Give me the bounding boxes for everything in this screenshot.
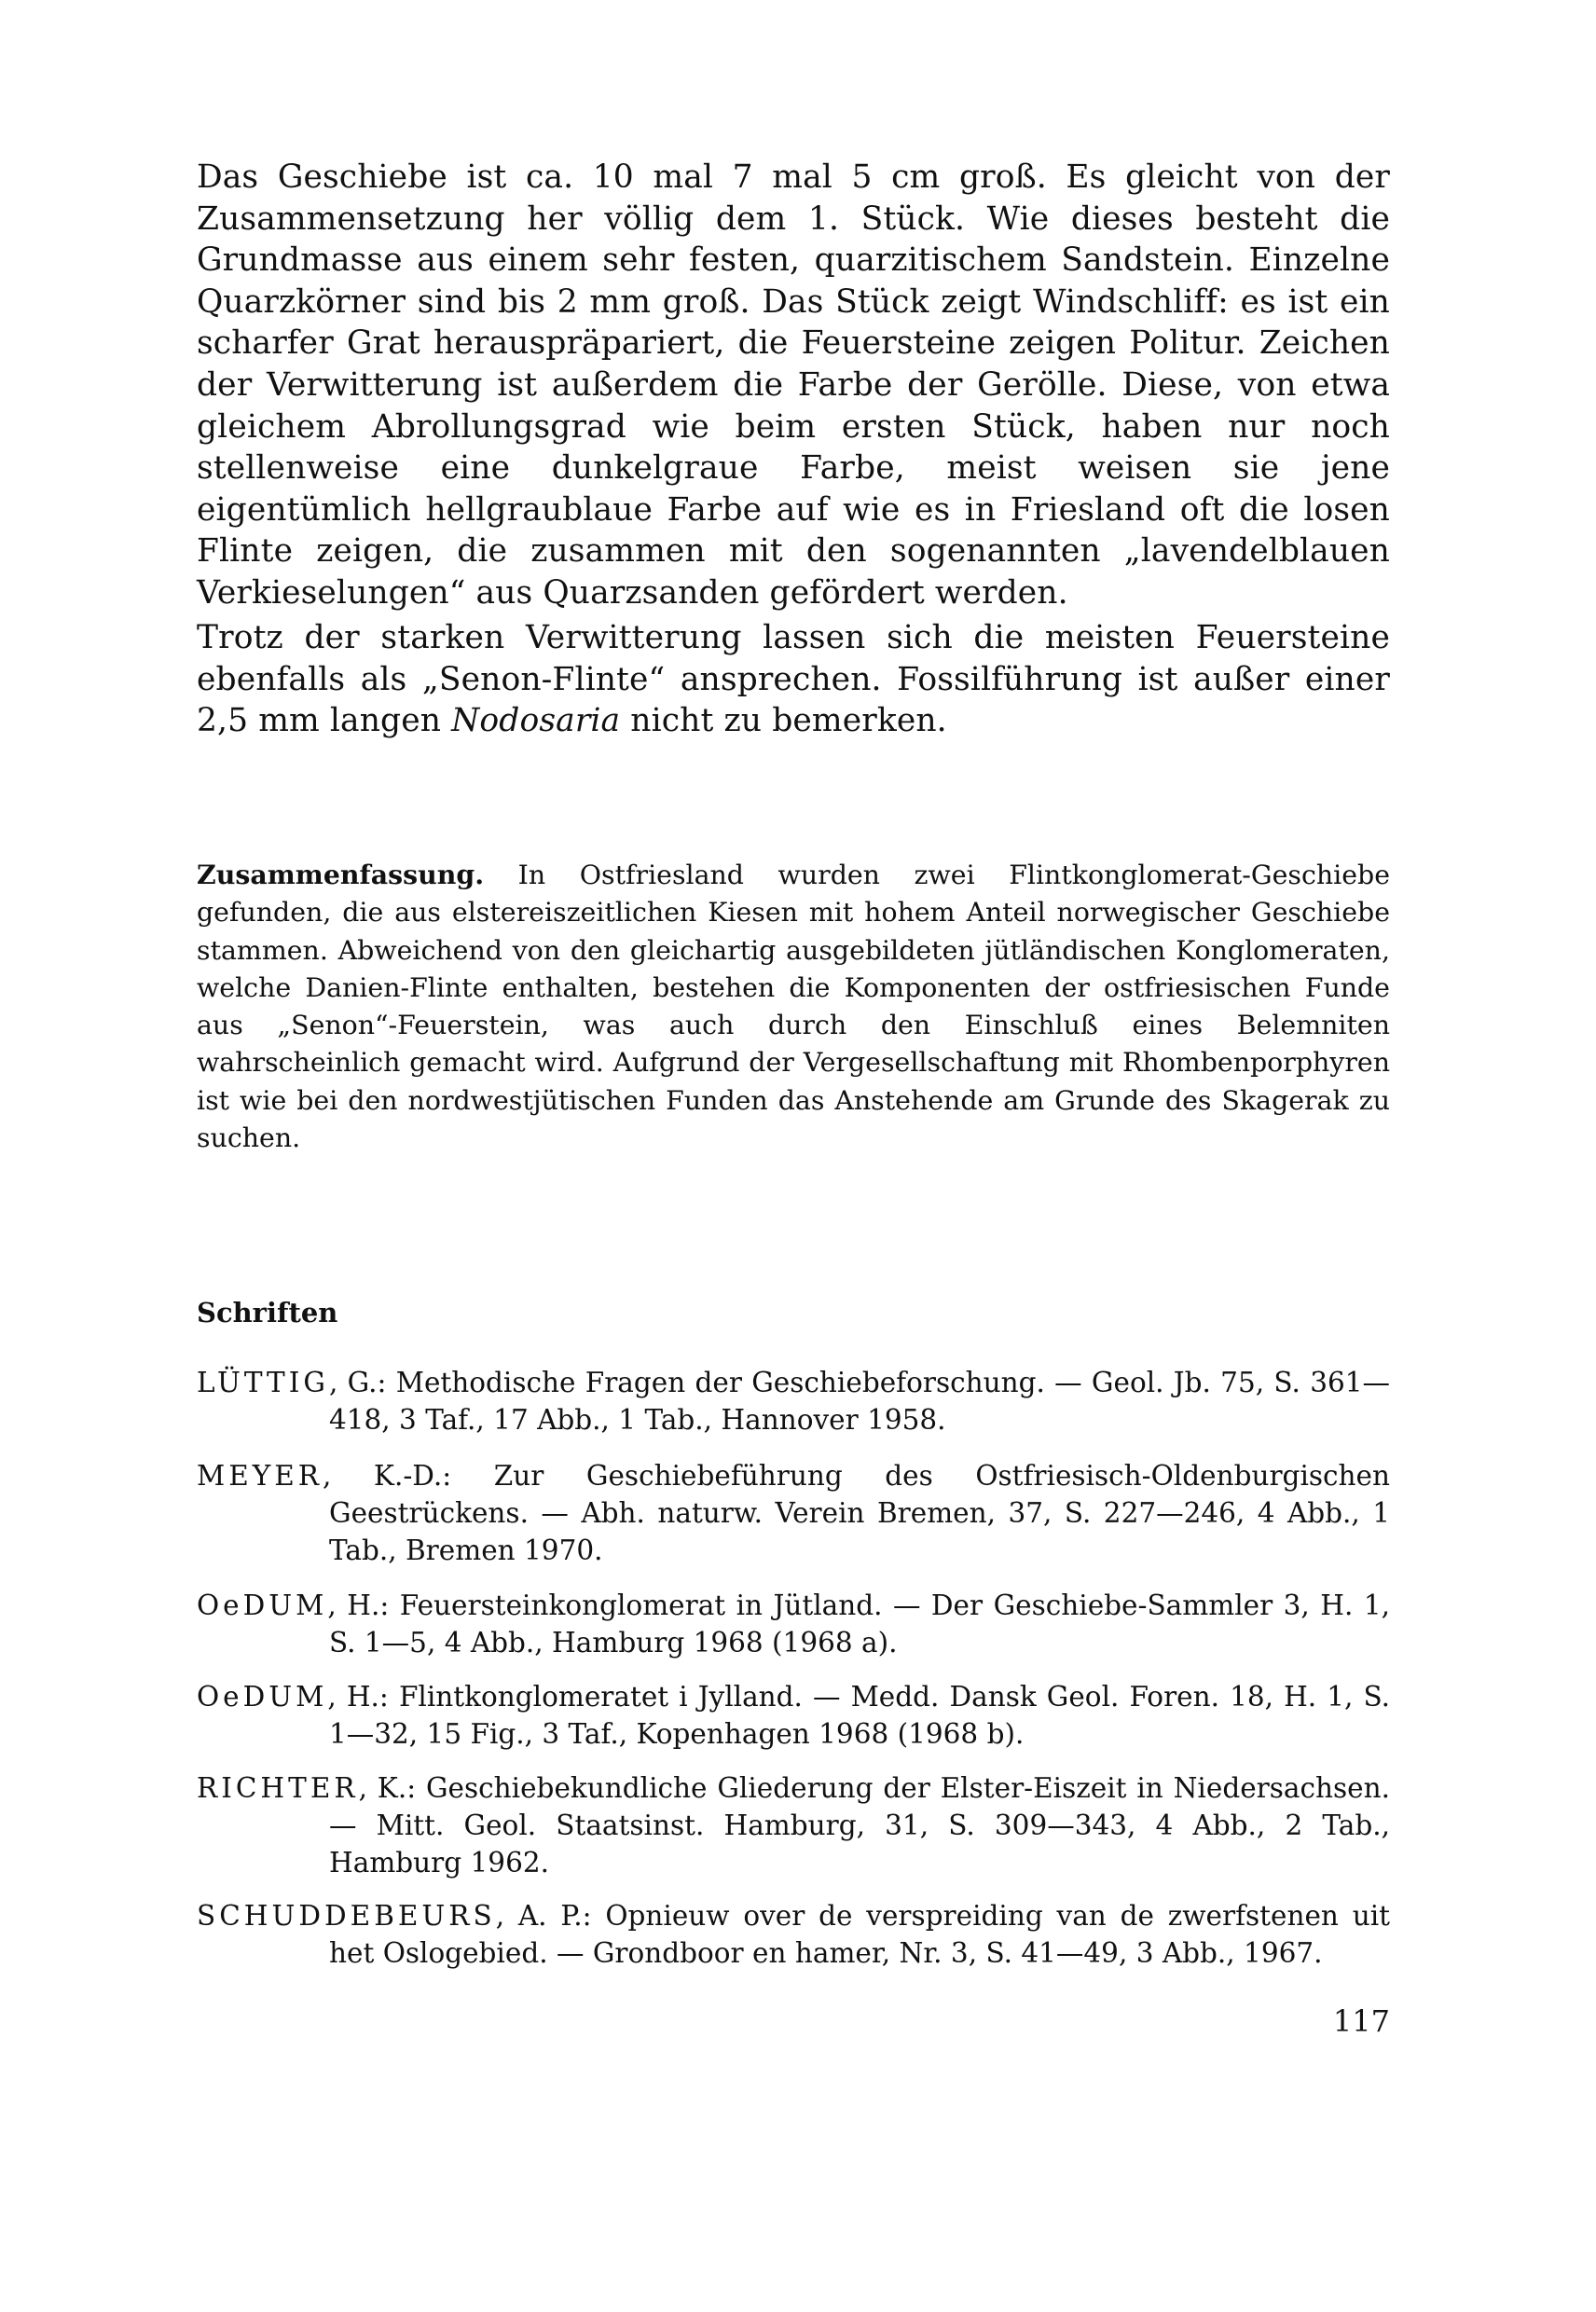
body-paragraph-1 <box>197 157 1390 614</box>
reference-text: , K.: Geschiebekundliche Gliederung der Elster-Eiszeit in Niedersachsen. — Mitt. Geol. Staatsinst. Hamburg, 31, S. 309—343, 4 Abb., 2 Tab., Hamburg 1962. <box>329 1772 1390 1878</box>
reference-entry <box>197 1897 1390 1972</box>
reference-entry <box>197 1587 1390 1661</box>
reference-entry <box>197 1678 1390 1753</box>
reference-author: RICHTER <box>197 1772 359 1804</box>
reference-author: OeDUM <box>197 1681 328 1713</box>
reference-entry <box>197 1457 1390 1569</box>
para1-text: Das Geschiebe ist ca. 10 mal 7 mal 5 cm groß. Es gleicht von der Zusammensetzung her völlig dem 1. Stück. Wie dieses besteht die Grundmasse aus einem sehr festen, quarzitischem Sandstein. Einzelne Quarzkörner sind bis 2 mm groß. Das Stück zeigt Windschliff: es ist ein scharfer Grat herauspräpariert, die Feuersteine zeigen Politur. Zeichen der Verwitterung ist außerdem die Farbe der Gerölle. Diese, von etwa gleichem Abrollungsgrad wie beim ersten Stück, haben nur noch stellenweise eine dunkelgraue Farbe, meist weisen sie jene eigentümlich hellgraublaue Farbe auf wie es in Friesland oft die losen Flinte zeigen, die zusammen mit den sogenannten „lavendelblauen Verkieselungen“ aus Quarzsanden gefördert werden. <box>197 158 1390 612</box>
reference-text: , G.: Methodische Fragen der Geschiebeforschung. — Geol. Jb. 75, S. 361—418, 3 Taf., 17 Abb., 1 Tab., Hannover 1958. <box>328 1367 1390 1436</box>
reference-author: SCHUDDEBEURS <box>197 1900 496 1932</box>
page-number: 117 <box>1332 2003 1390 2039</box>
reference-entry <box>197 1769 1390 1881</box>
summary-text: In Ostfriesland wurden zwei Flintkonglomerat-Geschiebe gefunden, die aus elstereiszeitlichen Kiesen mit hohem Anteil norwegischer Geschiebe stammen. Abweichend von den gleichartig ausgebildeten jütländischen Konglomeraten, welche Danien-Flinte enthalten, bestehen die Komponenten der ostfriesischen Funde aus „Senon“-Feuerstein, was auch durch den Einschluß eines Belemniten wahrscheinlich gemacht wird. Aufgrund der Vergesellschaftung mit Rhombenporphyren ist wie bei den nordwestjütischen Funden das Anstehende am Grunde des Skagerak zu suchen. <box>197 860 1390 1154</box>
reference-text: , K.-D.: Zur Geschiebeführung des Ostfriesisch-Oldenburgischen Geestrückens. — Abh. naturw. Verein Bremen, 37, S. 227—246, 4 Abb., 1 Tab., Bremen 1970. <box>322 1460 1390 1566</box>
reference-text: , H.: Feuersteinkonglomerat in Jütland. — Der Geschiebe-Sammler 3, H. 1, S. 1—5, 4 Abb., Hamburg 1968 (1968 a). <box>327 1590 1390 1658</box>
para2-text-after: nicht zu bemerken. <box>620 702 947 740</box>
reference-text: , H.: Flintkonglomeratet i Jylland. — Medd. Dansk Geol. Foren. 18, H. 1, S. 1—32, 15 Fig., 3 Taf., Kopenhagen 1968 (1968 b). <box>327 1681 1390 1750</box>
reference-author: LÜTTIG <box>197 1367 329 1398</box>
body-paragraph-2 <box>197 617 1390 742</box>
reference-text: , A. P.: Opnieuw over de verspreiding van de zwerfstenen uit het Oslogebied. — Grondboor en hamer, Nr. 3, S. 41—49, 3 Abb., 1967. <box>329 1900 1390 1969</box>
para2-genus-italic: Nodosaria <box>451 702 621 740</box>
summary-paragraph <box>197 856 1390 1157</box>
reference-entry <box>197 1364 1390 1438</box>
reference-author: MEYER <box>197 1460 323 1492</box>
summary-heading: Zusammenfassung. <box>197 859 485 890</box>
document-page <box>197 0 1390 2312</box>
para2-text-before: Trotz der starken Verwitterung lassen sich die meisten Feuersteine ebenfalls als „Senon-Flinte“ ansprechen. Fossilführung ist außer einer 2,5 mm langen <box>197 619 1390 740</box>
references-heading: Schriften <box>197 1297 338 1328</box>
reference-author: OeDUM <box>197 1590 328 1621</box>
